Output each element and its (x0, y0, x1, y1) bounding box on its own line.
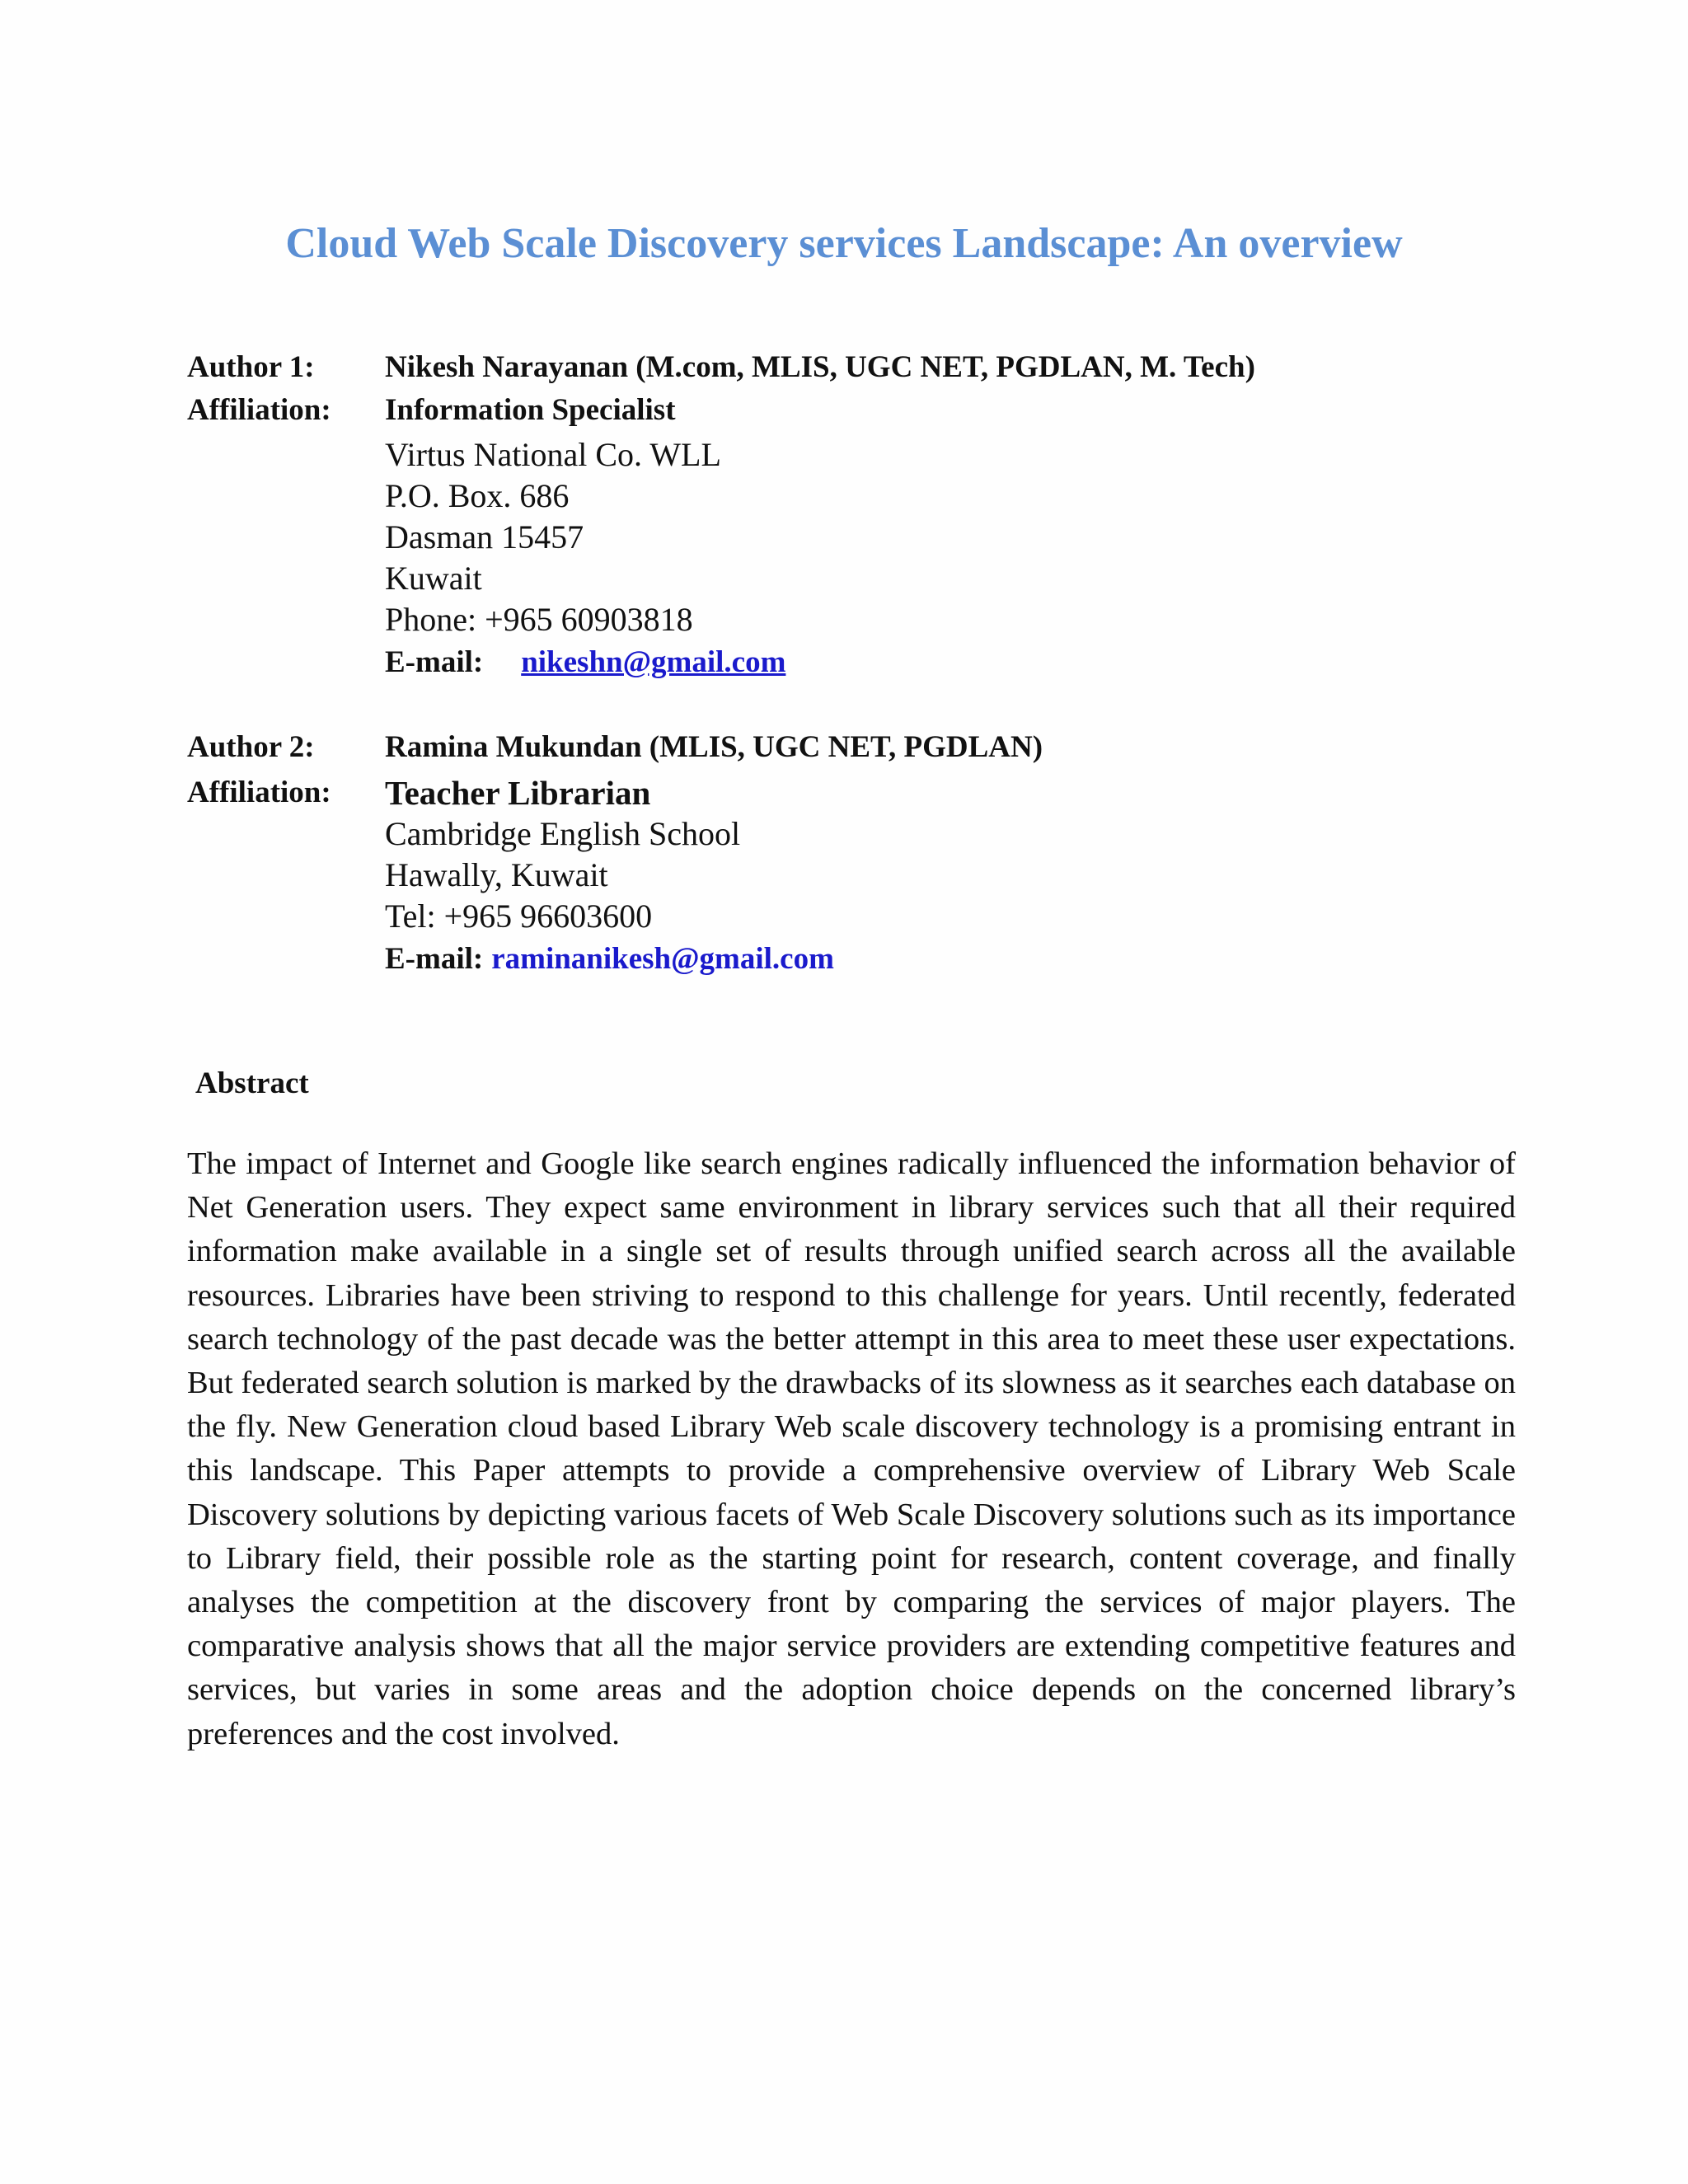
author1-affiliation-label: Affiliation: (187, 393, 331, 427)
author1-address-line-1: Virtus National Co. WLL (385, 436, 721, 473)
author1-address-line (187, 517, 1522, 558)
author1-email-link[interactable]: nikeshn@gmail.com (521, 645, 786, 679)
author2-email-label: E-mail: (385, 942, 484, 976)
abstract-heading: Abstract (195, 1066, 309, 1100)
author2-name: Ramina Mukundan (MLIS, UGC NET, PGDLAN) (385, 730, 1043, 764)
author2-block (187, 727, 1522, 978)
author1-role: Information Specialist (385, 393, 676, 427)
author2-phone-row (187, 896, 1522, 937)
author1-block (187, 347, 1522, 682)
author1-address-line (187, 558, 1522, 599)
author2-label: Author 2: (187, 730, 315, 764)
author2-email-row (187, 937, 1522, 978)
author2-email-link[interactable]: raminanikesh@gmail.com (491, 942, 834, 976)
author1-email-label: E-mail: (385, 645, 484, 679)
author2-address-line (187, 855, 1522, 896)
author2-address-line (187, 813, 1522, 855)
author2-address-line-1: Cambridge English School (385, 815, 741, 852)
author2-email-line (385, 937, 834, 980)
author2-role: Teacher Librarian (385, 774, 651, 812)
author2-address-line-2: Hawally, Kuwait (385, 856, 608, 893)
author1-phone: Phone: +965 60903818 (385, 601, 693, 638)
author2-phone: Tel: +965 96603600 (385, 898, 653, 935)
author1-email-row (187, 640, 1522, 682)
author1-phone-row (187, 599, 1522, 640)
author1-address-line-3: Dasman 15457 (385, 518, 584, 555)
author1-label: Author 1: (187, 350, 315, 384)
paper-title: Cloud Web Scale Discovery services Landscape: An overview (285, 220, 1403, 267)
author1-affiliation-row (187, 390, 1522, 431)
author2-row (187, 727, 1522, 768)
author1-address-line-4: Kuwait (385, 560, 482, 597)
author1-email-line (385, 640, 785, 683)
author1-name: Nikesh Narayanan (M.com, MLIS, UGC NET, PGDLAN, M. Tech) (385, 350, 1255, 384)
author1-address-line-2: P.O. Box. 686 (385, 477, 570, 514)
author1-address-line (187, 434, 1522, 476)
author2-affiliation-row (187, 772, 1522, 813)
author1-row (187, 347, 1522, 388)
author1-address-line (187, 476, 1522, 517)
author2-affiliation-label: Affiliation: (187, 776, 331, 809)
abstract-body: The impact of Internet and Google like search engines radically influenced the information behavior of Net Generation users. They expect same environment in library services such that all their required information make available in a single set of results through unified search across all the available resources. Libraries have been striving to respond to this challenge for years. Until recently, federated search technology of the past decade was the better attempt in this area to meet these user expectations. But federated search solution is marked by the drawbacks of its slowness as it searches each database on the fly. New Generation cloud based Library Web scale discovery technology is a promising entrant in this landscape. This Paper attempts to provide a comprehensive overview of Library Web Scale Discovery solutions by depicting various facets of Web Scale Discovery solutions such as its importance to Library field, their possible role as the starting point for research, content coverage, and finally analyses the competition at the discovery front by comparing the services of major players. The comparative analysis shows that all the major service providers are extending competitive features and services, but varies in some areas and the adoption choice depends on the concerned library’s preferences and the cost involved. (187, 1146, 1516, 1751)
